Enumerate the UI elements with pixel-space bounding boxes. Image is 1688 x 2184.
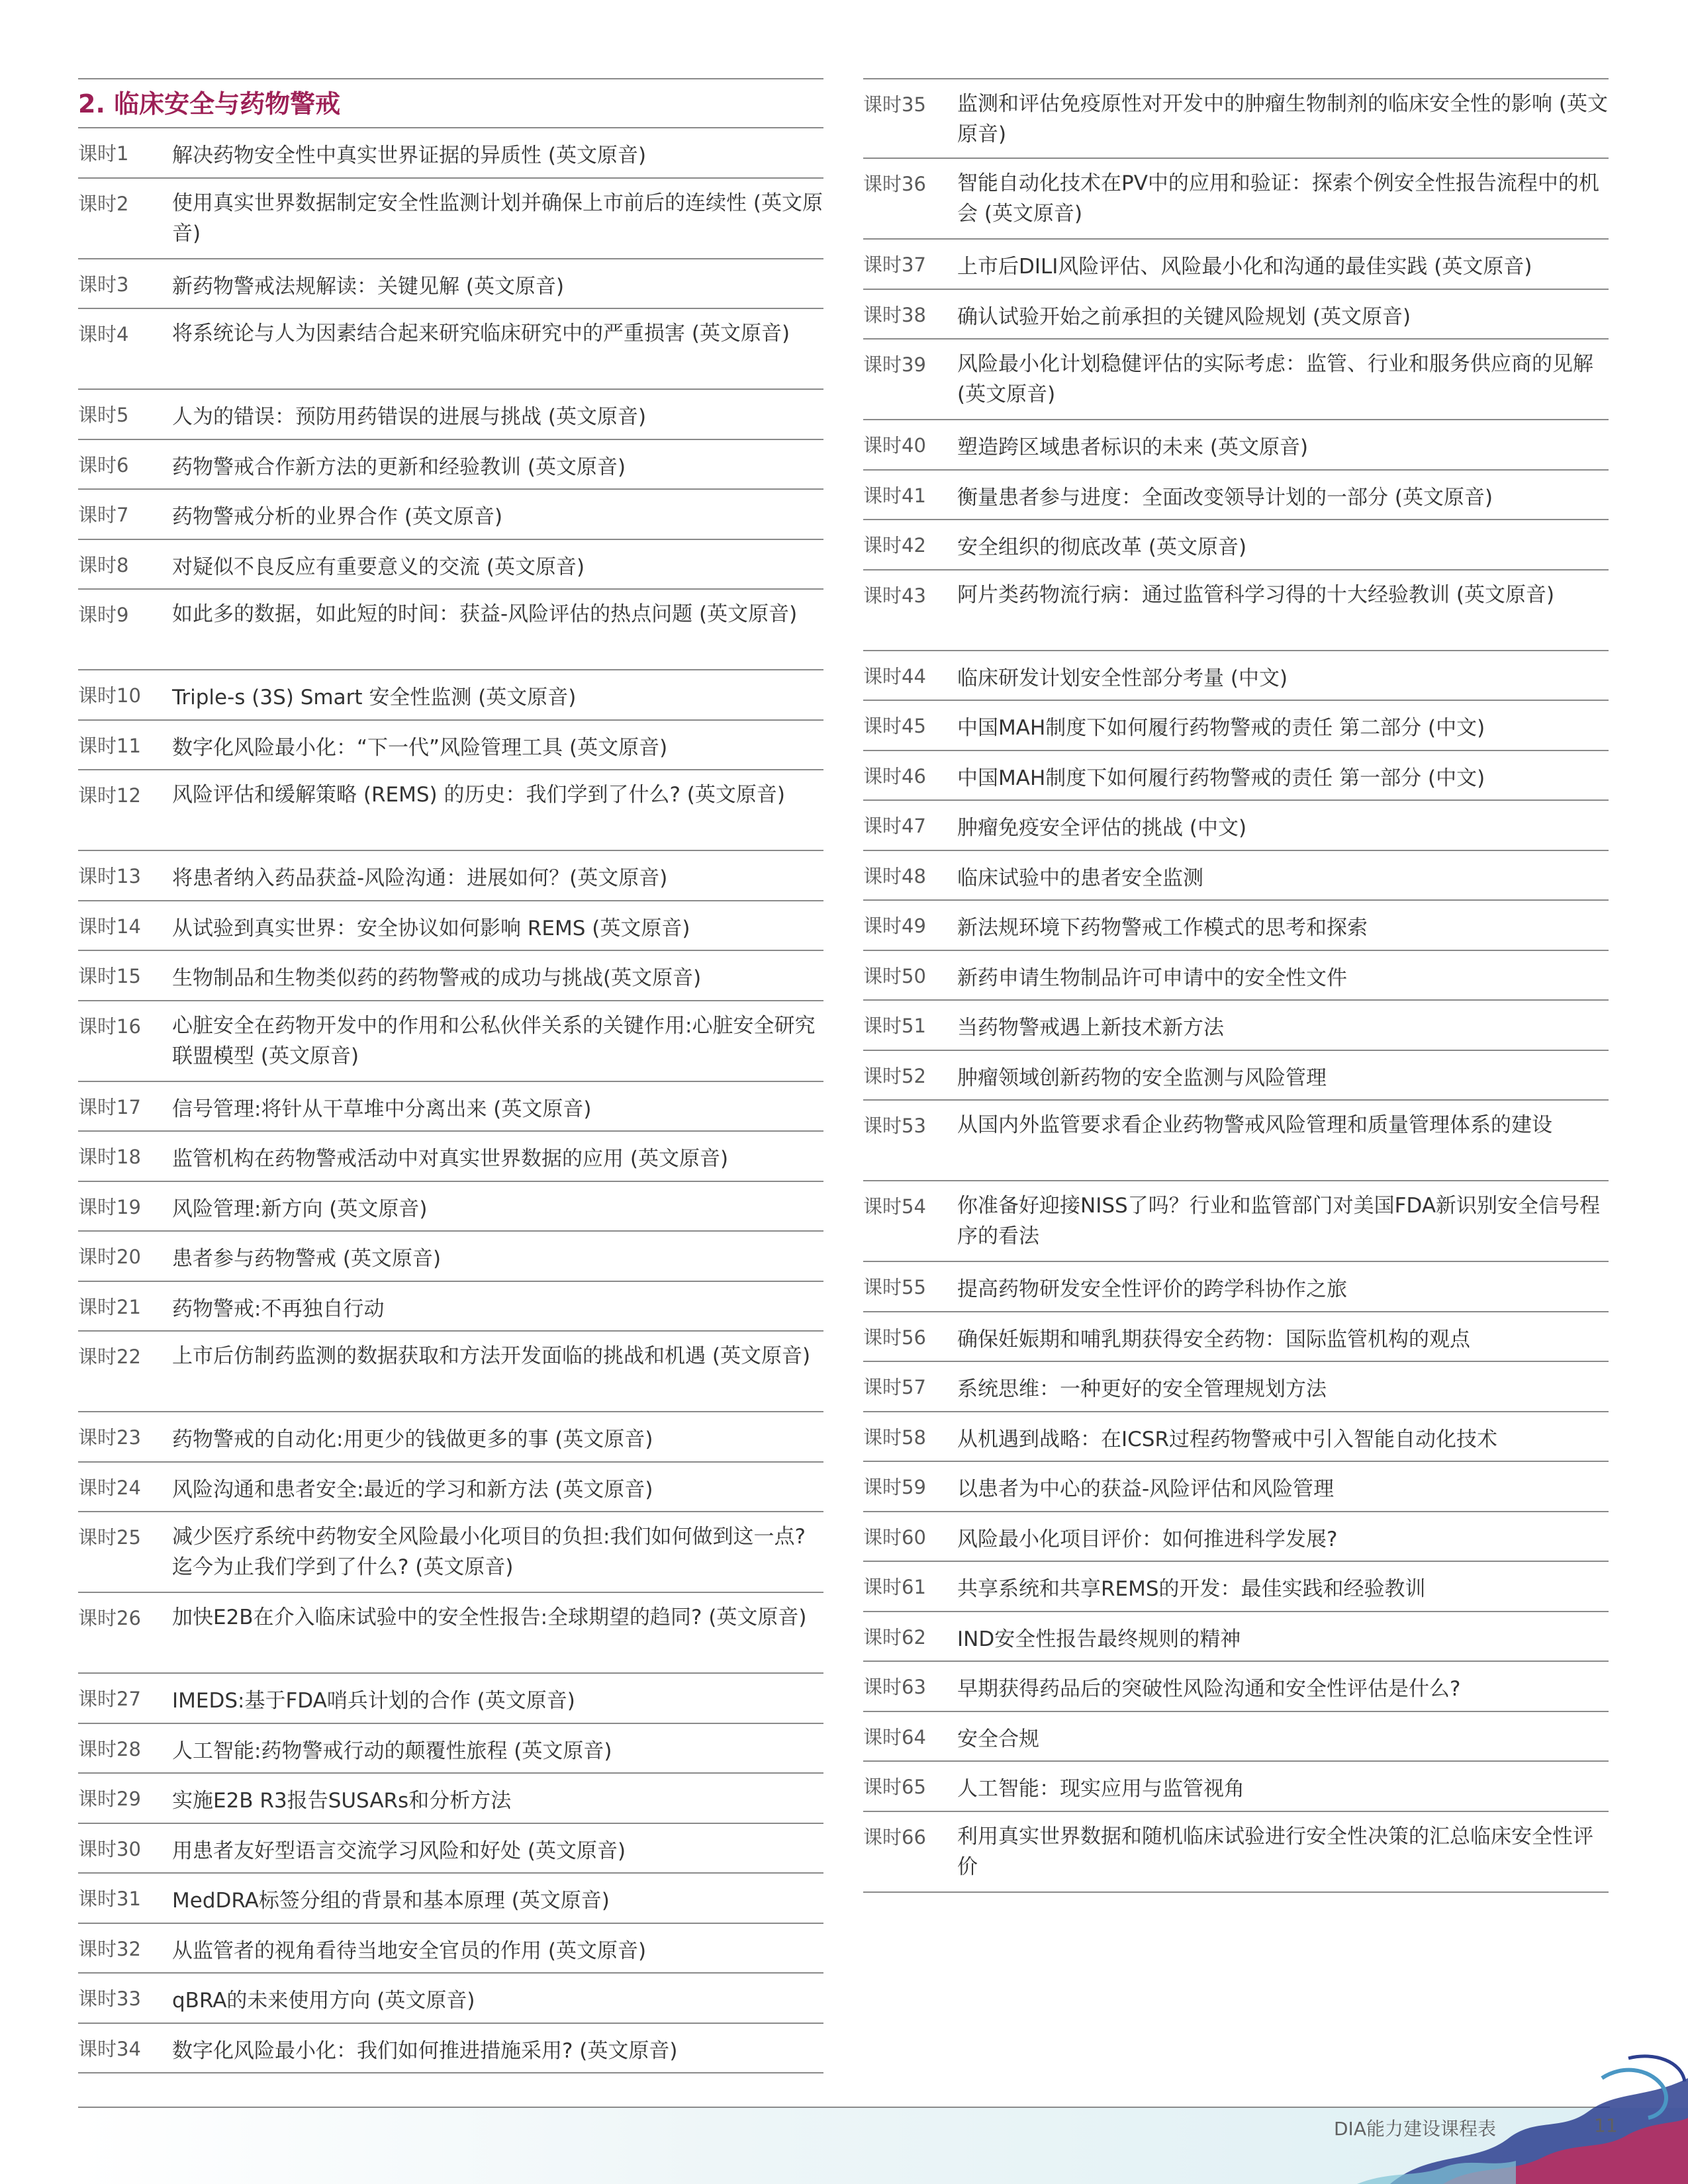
course-row	[863, 1101, 1609, 1181]
course-row	[78, 1824, 823, 1874]
lesson-number: 课时17	[78, 1095, 141, 1118]
lesson-title: 心脏安全在药物开发中的作用和公私伙伴关系的关键作用:心脏安全研究联盟模型 (英文原音)	[172, 1013, 816, 1068]
course-row	[863, 290, 1609, 340]
lesson-title: 共享系统和共享REMS的开发：最佳实践和经验教训	[957, 1577, 1426, 1601]
lesson-title: 新药申请生物制品许可申请中的安全性文件	[957, 966, 1347, 990]
lesson-number: 课时21	[78, 1295, 141, 1318]
lesson-title: 阿片类药物流行病：通过监管科学习得的十大经验教训 (英文原音)	[957, 582, 1555, 607]
lesson-number: 课时30	[78, 1837, 141, 1860]
lesson-number: 课时46	[863, 764, 926, 788]
lesson-number: 课时58	[863, 1426, 926, 1449]
lesson-title: 从试验到真实世界：安全协议如何影响 REMS (英文原音)	[172, 916, 690, 940]
lesson-number: 课时4	[78, 323, 129, 345]
lesson-title: 中国MAH制度下如何履行药物警戒的责任 第二部分 (中文)	[957, 716, 1485, 740]
course-row	[863, 1362, 1609, 1412]
lesson-number: 课时19	[78, 1195, 141, 1218]
lesson-number: 课时24	[78, 1476, 141, 1499]
lesson-title: 风险管理:新方向 (英文原音)	[172, 1197, 428, 1221]
course-row	[863, 1562, 1609, 1612]
lesson-title: 利用真实世界数据和随机临床试验进行安全性决策的汇总临床安全性评价	[957, 1824, 1593, 1879]
course-row	[863, 471, 1609, 521]
lesson-title: 将患者纳入药品获益-风险沟通：进展如何？(英文原音)	[172, 866, 668, 890]
lesson-number: 课时23	[78, 1426, 141, 1449]
course-row	[78, 440, 823, 490]
lesson-title: 新法规环境下药物警戒工作模式的思考和探索	[957, 916, 1368, 940]
course-row	[78, 259, 823, 310]
course-row	[863, 159, 1609, 240]
course-row	[78, 1232, 823, 1282]
lesson-title: 监测和评估免疫原性对开发中的肿瘤生物制剂的临床安全性的影响 (英文原音)	[957, 92, 1608, 146]
lesson-title: 数字化风险最小化：我们如何推进措施采用? (英文原音)	[172, 2038, 678, 2063]
lesson-title: 从机遇到战略：在ICSR过程药物警戒中引入智能自动化技术	[957, 1427, 1498, 1451]
lesson-number: 课时64	[863, 1725, 926, 1749]
lesson-title: 药物警戒:不再独自行动	[172, 1297, 385, 1321]
course-row	[78, 851, 823, 901]
lesson-number: 课时62	[863, 1625, 926, 1649]
lesson-number: 课时28	[78, 1737, 141, 1760]
lesson-title: 衡量患者参与进度：全面改变领导计划的一部分 (英文原音)	[957, 485, 1493, 510]
course-row	[863, 801, 1609, 851]
course-row	[863, 1181, 1609, 1262]
lesson-title: IND安全性报告最终规则的精神	[957, 1627, 1241, 1651]
lesson-title: 患者参与药物警戒 (英文原音)	[172, 1247, 442, 1271]
course-row	[863, 1312, 1609, 1363]
lesson-title: 药物警戒分析的业界合作 (英文原音)	[172, 505, 503, 529]
lesson-number: 课时47	[863, 815, 926, 837]
course-row	[78, 1412, 823, 1463]
course-row	[78, 951, 823, 1001]
lesson-title: 早期获得药品后的突破性风险沟通和安全性评估是什么?	[957, 1677, 1461, 1701]
lesson-number: 课时44	[863, 664, 926, 688]
lesson-title: 提高药物研发安全性评价的跨学科协作之旅	[957, 1277, 1347, 1301]
lesson-number: 课时1	[78, 142, 129, 165]
course-row	[78, 1182, 823, 1232]
course-row	[863, 1812, 1609, 1893]
lesson-number: 课时56	[863, 1326, 926, 1349]
lesson-number: 课时22	[78, 1345, 141, 1368]
course-row	[863, 1001, 1609, 1051]
lesson-title: 肿瘤免疫安全评估的挑战 (中文)	[957, 816, 1247, 840]
lesson-number: 课时3	[78, 273, 129, 296]
lesson-title: 解决药物安全性中真实世界证据的异质性 (英文原音)	[172, 144, 647, 167]
course-row	[78, 1132, 823, 1182]
lesson-number: 课时16	[78, 1015, 141, 1038]
lesson-number: 课时40	[863, 434, 926, 457]
lesson-number: 课时2	[78, 192, 129, 215]
lesson-title: 新药物警戒法规解读：关键见解 (英文原音)	[172, 274, 565, 298]
lesson-title: 监管机构在药物警戒活动中对真实世界数据的应用 (英文原音)	[172, 1147, 729, 1171]
lesson-number: 课时6	[78, 453, 129, 477]
lesson-title: 风险评估和缓解策略 (REMS) 的历史：我们学到了什么? (英文原音)	[172, 783, 785, 807]
lesson-title: 塑造跨区域患者标识的未来 (英文原音)	[957, 435, 1309, 459]
lesson-title: 使用真实世界数据制定安全性监测计划并确保上市前后的连续性 (英文原音)	[172, 191, 823, 246]
course-row	[863, 1051, 1609, 1101]
course-row	[78, 1282, 823, 1332]
lesson-title: qBRA的未来使用方向 (英文原音)	[172, 1989, 475, 2013]
course-row	[78, 1774, 823, 1824]
lesson-title: 加快E2B在介入临床试验中的安全性报告:全球期望的趋同? (英文原音)	[172, 1606, 807, 1629]
lesson-number: 课时51	[863, 1015, 926, 1037]
course-row	[78, 1874, 823, 1924]
lesson-number: 课时41	[863, 484, 926, 507]
lesson-number: 课时63	[863, 1676, 926, 1698]
course-row	[863, 751, 1609, 801]
lesson-title: 肿瘤领域创新药物的安全监测与风险管理	[957, 1066, 1327, 1090]
lesson-number: 课时29	[78, 1788, 141, 1810]
lesson-number: 课时15	[78, 965, 141, 987]
course-row	[78, 1974, 823, 2024]
lesson-title: 安全合规	[957, 1727, 1039, 1751]
course-row	[78, 1924, 823, 1974]
lesson-number: 课时11	[78, 734, 141, 757]
lesson-number: 课时52	[863, 1064, 926, 1087]
course-row	[78, 1332, 823, 1412]
lesson-number: 课时14	[78, 915, 141, 938]
lesson-number: 课时37	[863, 253, 926, 276]
course-row	[78, 590, 823, 670]
course-row	[863, 520, 1609, 570]
course-row	[78, 490, 823, 540]
course-row	[78, 1593, 823, 1674]
lesson-number: 课时65	[863, 1776, 926, 1798]
lesson-title: 将系统论与人为因素结合起来研究临床研究中的严重损害 (英文原音)	[172, 322, 790, 345]
course-row	[863, 240, 1609, 290]
left-course-list	[78, 128, 823, 2073]
lesson-number: 课时66	[863, 1825, 926, 1848]
course-row	[863, 651, 1609, 702]
course-row	[863, 1262, 1609, 1312]
lesson-title: 安全组织的彻底改革 (英文原音)	[957, 535, 1247, 559]
lesson-number: 课时50	[863, 964, 926, 987]
course-row	[863, 1512, 1609, 1563]
course-row	[78, 2024, 823, 2074]
course-row	[78, 770, 823, 851]
lesson-number: 课时49	[863, 915, 926, 937]
course-row	[78, 670, 823, 721]
course-row	[78, 1082, 823, 1132]
lesson-number: 课时10	[78, 684, 141, 707]
lesson-title: IMEDS:基于FDA哨兵计划的合作 (英文原音)	[172, 1689, 575, 1713]
lesson-title: Triple-s (3S) Smart 安全性监测 (英文原音)	[172, 686, 577, 709]
lesson-number: 课时7	[78, 504, 129, 526]
course-row	[863, 340, 1609, 420]
course-row	[78, 540, 823, 590]
course-row	[863, 1662, 1609, 1712]
lesson-title: 风险沟通和患者安全:最近的学习和新方法 (英文原音)	[172, 1477, 653, 1502]
lesson-title: 中国MAH制度下如何履行药物警戒的责任 第一部分 (中文)	[957, 766, 1485, 790]
course-row	[863, 851, 1609, 901]
lesson-title: 减少医疗系统中药物安全风险最小化项目的负担:我们如何做到这一点?迄今为止我们学到了什么? (英文原音)	[172, 1525, 806, 1579]
lesson-title: 从国内外监管要求看企业药物警戒风险管理和质量管理体系的建设	[957, 1113, 1552, 1137]
lesson-number: 课时26	[78, 1607, 141, 1629]
right-column	[863, 78, 1609, 1893]
lesson-title: 数字化风险最小化：“下一代”风险管理工具 (英文原音)	[172, 735, 668, 760]
course-row	[78, 128, 823, 179]
lesson-number: 课时39	[863, 353, 926, 376]
lesson-title: 人工智能:药物警戒行动的颠覆性旅程 (英文原音)	[172, 1739, 612, 1763]
lesson-title: 系统思维：一种更好的安全管理规划方法	[957, 1377, 1327, 1401]
lesson-title: 风险最小化项目评价：如何推进科学发展?	[957, 1527, 1338, 1551]
lesson-number: 课时32	[78, 1937, 141, 1960]
lesson-number: 课时5	[78, 404, 129, 426]
lesson-title: 药物警戒的自动化:用更少的钱做更多的事 (英文原音)	[172, 1428, 653, 1451]
lesson-number: 课时33	[78, 1987, 141, 2010]
lesson-number: 课时55	[863, 1276, 926, 1298]
lesson-number: 课时59	[863, 1476, 926, 1498]
lesson-title: 上市后DILI风险评估、风险最小化和沟通的最佳实践 (英文原音)	[957, 255, 1532, 279]
lesson-number: 课时25	[78, 1526, 141, 1549]
page-number: 11	[1594, 2115, 1618, 2136]
lesson-number: 课时13	[78, 865, 141, 887]
section-title: 2. 临床安全与药物警戒	[78, 78, 823, 128]
lesson-title: 对疑似不良反应有重要意义的交流 (英文原音)	[172, 555, 585, 579]
lesson-title: 临床试验中的患者安全监测	[957, 866, 1203, 890]
course-row	[78, 1463, 823, 1513]
course-row	[863, 1612, 1609, 1662]
right-course-list	[863, 78, 1609, 1893]
lesson-title: 临床研发计划安全性部分考量 (中文)	[957, 666, 1288, 690]
lesson-number: 课时20	[78, 1246, 141, 1268]
lesson-number: 课时45	[863, 715, 926, 737]
course-row	[78, 179, 823, 259]
lesson-number: 课时34	[78, 2037, 141, 2060]
course-row	[863, 901, 1609, 951]
lesson-title: 人工智能：现实应用与监管视角	[957, 1777, 1244, 1801]
lesson-title: MedDRA标签分组的背景和基本原理 (英文原音)	[172, 1889, 610, 1913]
lesson-number: 课时35	[863, 93, 926, 116]
lesson-title: 确保妊娠期和哺乳期获得安全药物：国际监管机构的观点	[957, 1327, 1470, 1351]
lesson-number: 课时18	[78, 1146, 141, 1168]
lesson-number: 课时57	[863, 1376, 926, 1398]
course-row	[78, 721, 823, 771]
lesson-title: 如此多的数据，如此短的时间：获益-风险评估的热点问题 (英文原音)	[172, 602, 798, 626]
course-row	[78, 1724, 823, 1774]
course-row	[78, 1512, 823, 1593]
lesson-number: 课时27	[78, 1688, 141, 1710]
course-row	[863, 1462, 1609, 1512]
course-row	[863, 1712, 1609, 1762]
lesson-number: 课时8	[78, 553, 129, 576]
lesson-title: 人为的错误：预防用药错误的进展与挑战 (英文原音)	[172, 405, 647, 429]
course-row	[863, 420, 1609, 471]
lesson-title: 当药物警戒遇上新技术新方法	[957, 1016, 1224, 1040]
lesson-title: 你准备好迎接NISS了吗？行业和监管部门对美国FDA新识别安全信号程序的看法	[957, 1194, 1601, 1248]
lesson-title: 风险最小化计划稳健评估的实际考虑：监管、行业和服务供应商的见解 (英文原音)	[957, 352, 1593, 406]
lesson-title: 从监管者的视角看待当地安全官员的作用 (英文原音)	[172, 1938, 647, 1963]
course-row	[863, 570, 1609, 651]
course-row	[863, 78, 1609, 159]
lesson-title: 用患者友好型语言交流学习风险和好处 (英文原音)	[172, 1839, 626, 1863]
lesson-number: 课时48	[863, 864, 926, 887]
course-row	[863, 1412, 1609, 1463]
course-row	[863, 951, 1609, 1001]
footer-title: DIA能力建设课程表	[1334, 2118, 1496, 2140]
lesson-number: 课时42	[863, 534, 926, 557]
lesson-title: 实施E2B R3报告SUSARs和分析方法	[172, 1789, 512, 1813]
course-row	[78, 390, 823, 440]
course-row	[78, 309, 823, 390]
lesson-number: 课时54	[863, 1195, 926, 1218]
lesson-number: 课时43	[863, 584, 926, 607]
left-column	[78, 78, 823, 2073]
course-row	[78, 1001, 823, 1082]
lesson-title: 确认试验开始之前承担的关键风险规划 (英文原音)	[957, 304, 1411, 329]
lesson-number: 课时61	[863, 1576, 926, 1598]
lesson-title: 药物警戒合作新方法的更新和经验教训 (英文原音)	[172, 455, 626, 479]
lesson-number: 课时9	[78, 604, 129, 626]
course-row	[863, 701, 1609, 751]
lesson-number: 课时60	[863, 1525, 926, 1549]
course-row	[863, 1762, 1609, 1812]
lesson-number: 课时31	[78, 1888, 141, 1910]
lesson-title: 上市后仿制药监测的数据获取和方法开发面临的挑战和机遇 (英文原音)	[172, 1344, 811, 1368]
lesson-number: 课时12	[78, 784, 141, 807]
course-row	[78, 901, 823, 952]
course-row	[78, 1674, 823, 1724]
lesson-number: 课时38	[863, 303, 926, 326]
lesson-number: 课时53	[863, 1115, 926, 1137]
lesson-title: 智能自动化技术在PV中的应用和验证：探索个例安全性报告流程中的机会 (英文原音)	[957, 171, 1599, 226]
lesson-title: 生物制品和生物类似药的药物警戒的成功与挑战(英文原音)	[172, 966, 702, 990]
lesson-title: 以患者为中心的获益-风险评估和风险管理	[957, 1477, 1335, 1501]
lesson-number: 课时36	[863, 173, 926, 195]
lesson-title: 信号管理:将针从干草堆中分离出来 (英文原音)	[172, 1097, 592, 1121]
